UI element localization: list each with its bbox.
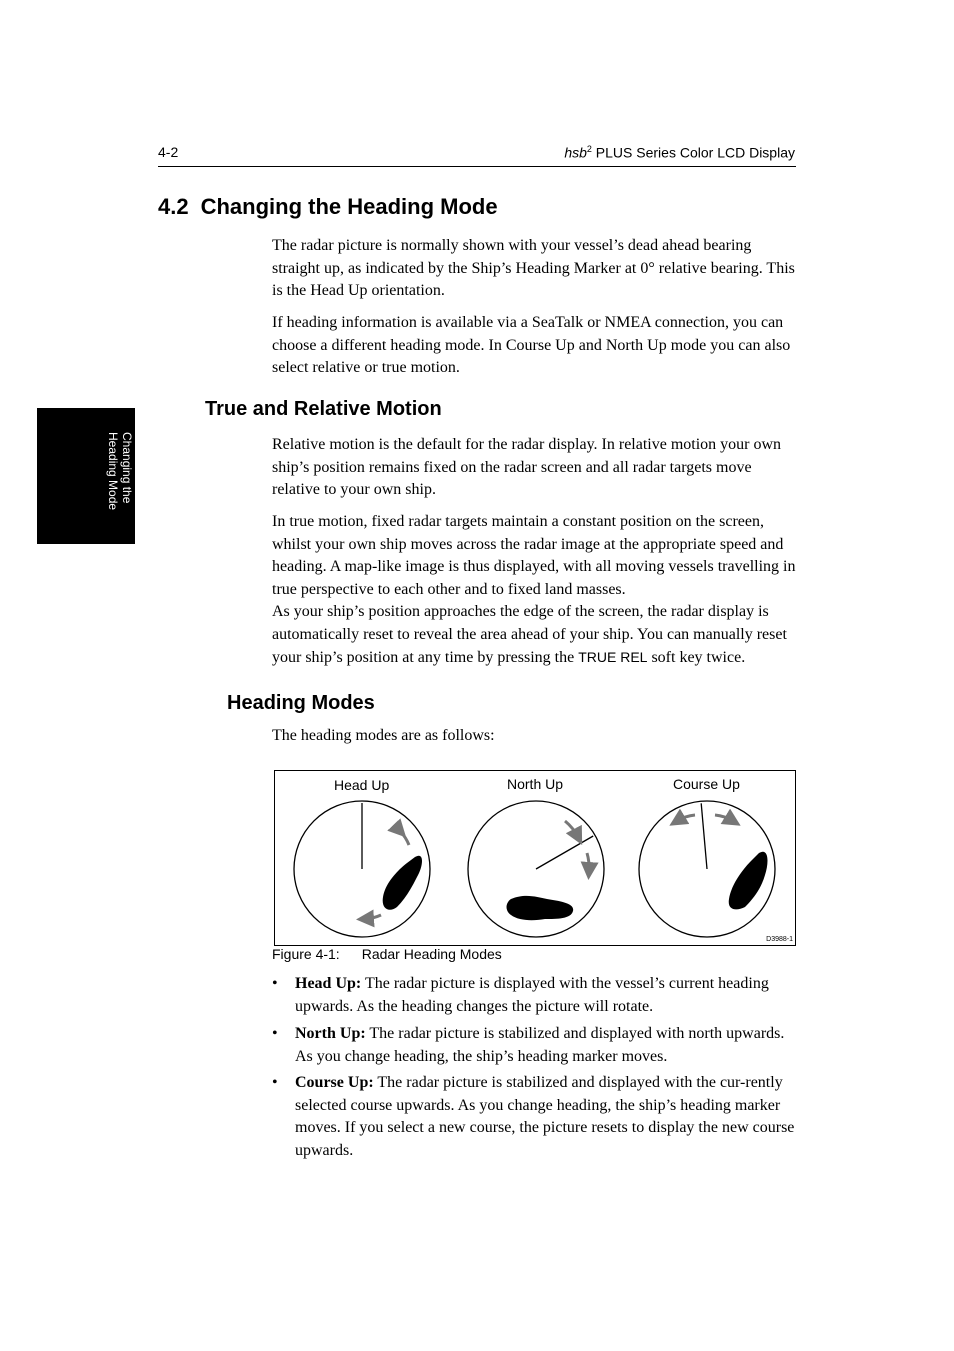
- product-name-italic: hsb: [564, 144, 587, 161]
- radar-figure-svg: [275, 771, 795, 945]
- bullet-dot: •: [272, 1025, 278, 1042]
- head-up-radar-display: [294, 801, 430, 937]
- bullet-text: [295, 1023, 795, 1068]
- bullet-description: The radar picture is stabilized and displayed with north upwards. As you change heading, the ship’s heading marker moves.: [295, 1025, 785, 1065]
- head-up-label: Head Up: [334, 777, 390, 793]
- motion-p3-text-end: soft key twice.: [647, 649, 746, 666]
- section-title: Changing the Heading Mode: [200, 194, 498, 219]
- north-up-radar-display: [468, 801, 604, 937]
- figure-caption-label: Figure 4-1:: [272, 946, 340, 962]
- bullet-term: Head Up:: [295, 975, 362, 992]
- radar-heading-modes-figure: [274, 770, 796, 946]
- running-header: [564, 144, 795, 161]
- motion-paragraph-3: [272, 601, 797, 670]
- section-heading: [158, 194, 498, 220]
- chapter-thumb-tab-label: [104, 432, 134, 542]
- bullet-text: [295, 1072, 795, 1162]
- course-up-label: Course Up: [673, 776, 740, 792]
- motion-paragraph-2: In true motion, fixed radar targets maintain a constant position on the screen, whilst your own ship moves across the radar image at the appropriate speed and heading. A map-like image is thus displayed, with all moving vessels travelling in true perspective to each other and to fixed land masses.: [272, 513, 796, 598]
- thumb-tab-line-1: Changing the: [120, 432, 134, 504]
- product-name-superscript: 2: [586, 144, 592, 154]
- heading-modes-intro: The heading modes are as follows:: [272, 727, 495, 744]
- section-number: 4.2: [158, 194, 189, 219]
- bullet-description: The radar picture is displayed with the vessel’s current heading upwards. As the heading changes the picture will rotate.: [295, 975, 769, 1015]
- north-up-label: North Up: [507, 776, 564, 792]
- figure-caption: [272, 946, 502, 962]
- intro-paragraph-2: If heading information is available via a SeaTalk or NMEA connection, you can choose a different heading mode. In Course Up and North Up mode you can also select relative or true motion.: [272, 314, 791, 376]
- intro-paragraph-1: The radar picture is normally shown with your vessel’s dead ahead bearing straight up, as indicated by the Ship’s Heading Marker at 0° relative bearing. This is the Head Up orientation.: [272, 237, 795, 299]
- bullet-dot: •: [272, 1074, 278, 1091]
- bullet-description: The radar picture is stabilized and displayed with the cur-rently selected course upwards. As you change heading, the ship’s heading marker moves. If you select a new course, the picture resets to display the new course upwards.: [295, 1074, 795, 1159]
- course-up-radar-display: [639, 801, 775, 937]
- page-number: 4-2: [158, 144, 179, 160]
- figure-caption-text: Radar Heading Modes: [361, 946, 502, 962]
- bullet-text: [295, 973, 795, 1018]
- product-name-rest: PLUS Series Color LCD Display: [591, 144, 795, 161]
- motion-p3-text: As your ship’s position approaches the edge of the screen, the radar display is automatically reset to reveal the area ahead of your ship. You can manually reset your ship’s position at any time by pressing the: [272, 603, 787, 666]
- header-rule: [158, 166, 796, 167]
- thumb-tab-line-2: Heading Mode: [106, 432, 120, 511]
- figure-code: D3988-1: [766, 936, 793, 943]
- subheading-true-relative-motion: True and Relative Motion: [205, 398, 442, 420]
- subheading-heading-modes: Heading Modes: [227, 692, 375, 714]
- true-rel-softkey-label: TRUE REL: [578, 649, 648, 665]
- bullet-dot: •: [272, 975, 278, 992]
- bullet-term: North Up:: [295, 1025, 366, 1042]
- bullet-term: Course Up:: [295, 1074, 374, 1091]
- motion-paragraph-1: Relative motion is the default for the radar display. In relative motion your own ship’s position remains fixed on the radar screen and all radar targets move relative to your own ship.: [272, 436, 782, 498]
